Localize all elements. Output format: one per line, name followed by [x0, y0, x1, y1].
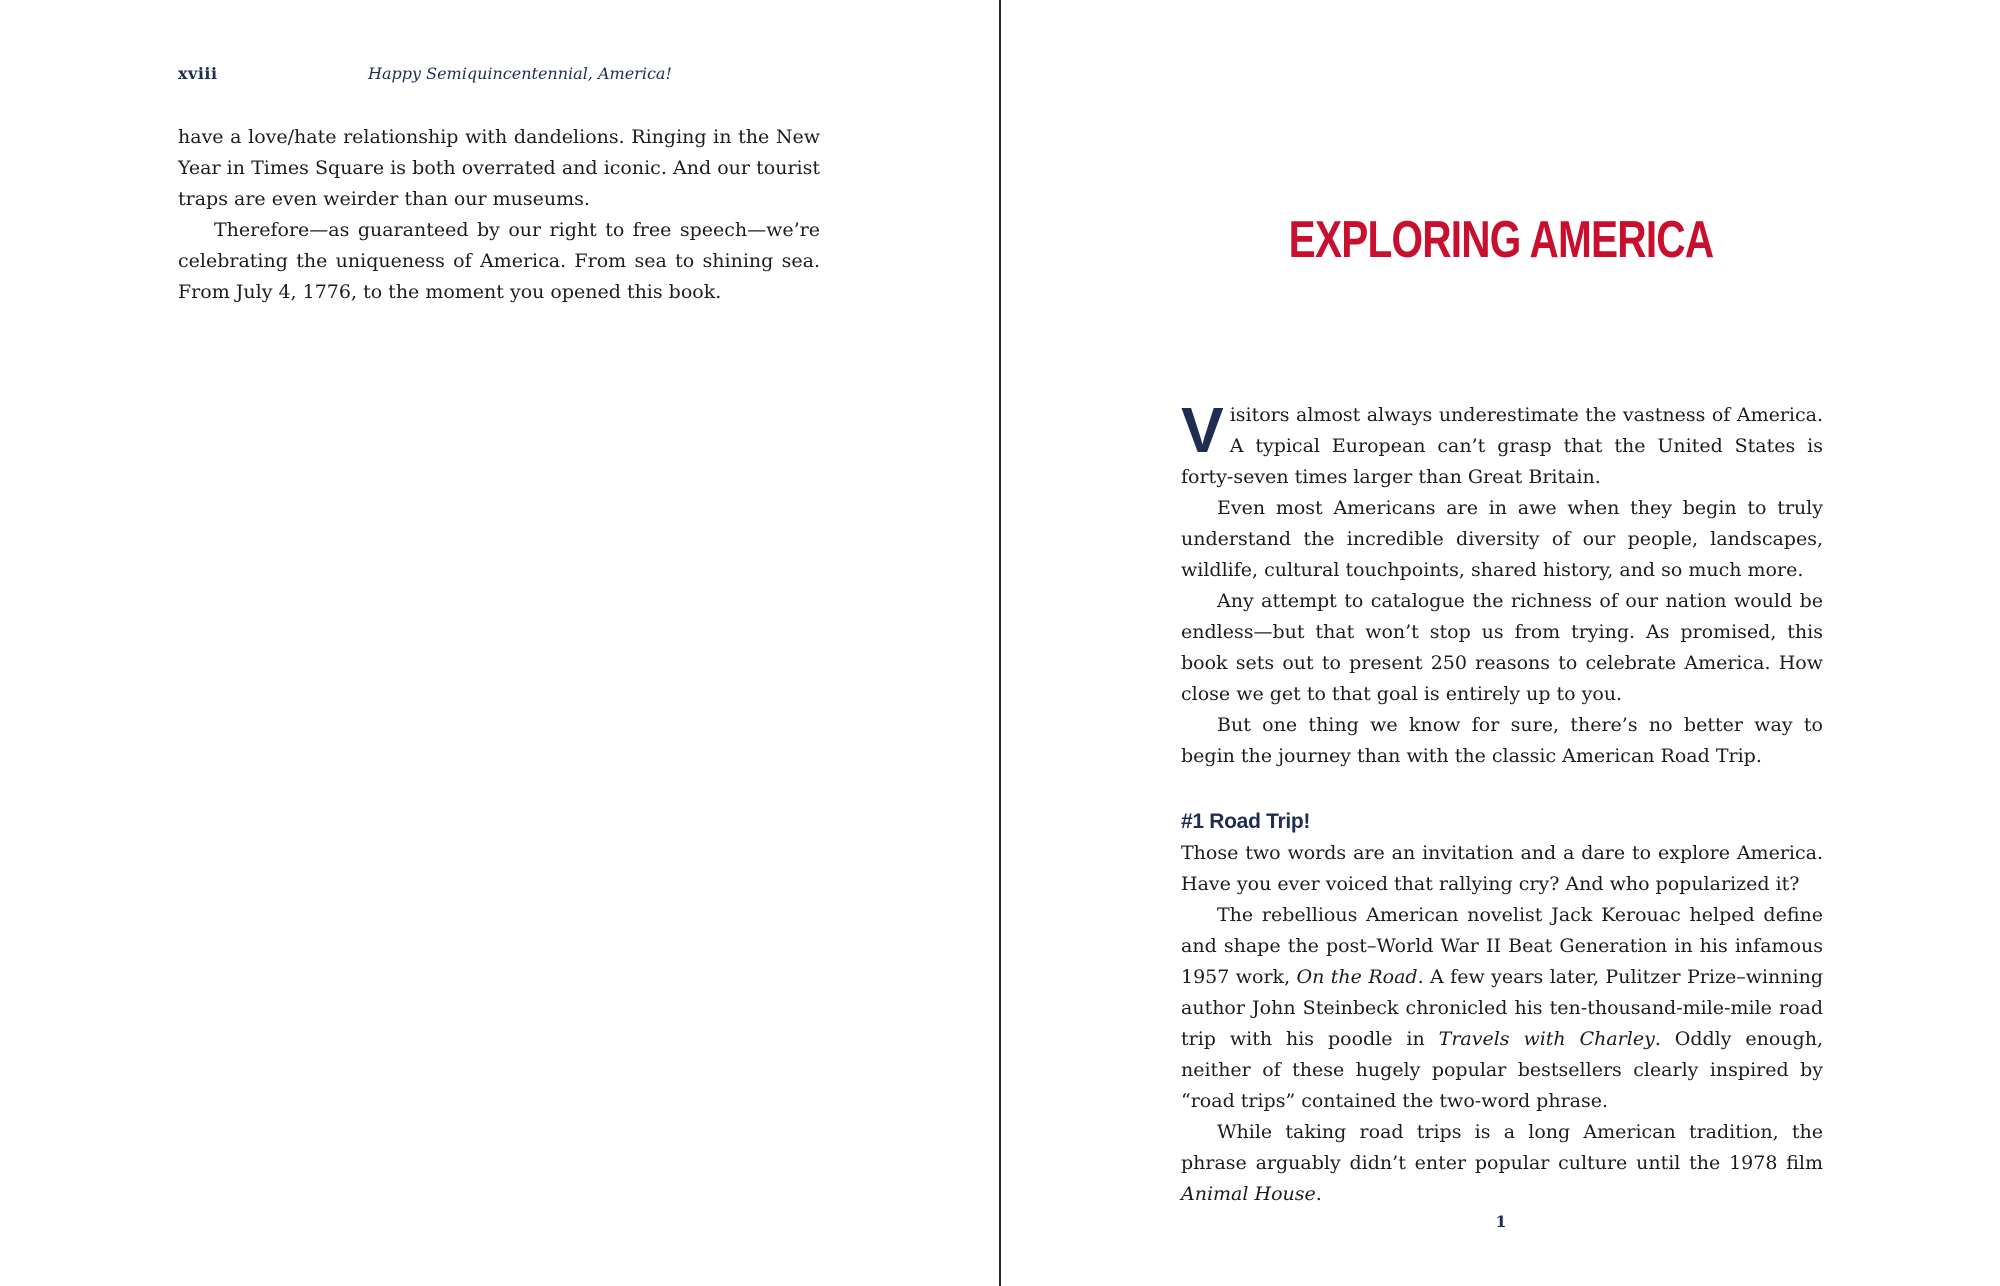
intro-paragraph	[1181, 394, 1823, 493]
text-run: . Oddly enough, neither of these hugely popular bestsellers clearly inspired by “road trips” contained the two-word phrase.	[1181, 1028, 1823, 1112]
intro-first-text: isitors almost always underestimate the vastness of America. A typical European can’t grasp that the United States is forty-seven times larger than Great Britain.	[1181, 404, 1823, 488]
drop-cap: V	[1181, 394, 1224, 466]
body-paragraph: Even most Americans are in awe when they begin to truly understand the incredible diversity of our people, landscapes, wildlife, cultural touchpoints, shared history, and so much more.	[1181, 497, 1823, 581]
page-gutter	[999, 0, 1001, 1286]
page-number: 1	[1495, 1212, 1507, 1231]
text-run: . A few years later, Pulitzer Prize–winning author John Steinbeck chronicled his ten-thousand-mile-mile road trip with his poodle in	[1181, 966, 1823, 1050]
text-run: .	[1315, 1183, 1322, 1205]
film-title-italic: Animal House	[1181, 1183, 1316, 1205]
body-paragraph: Those two words are an invitation and a dare to explore America. Have you ever voiced that rallying cry? And who popularized it?	[1181, 842, 1823, 895]
body-paragraph	[1181, 900, 1823, 1117]
text-run: While taking road trips is a long American tradition, the phrase arguably didn’t enter popular culture until the 1978 film	[1181, 1121, 1823, 1174]
running-title: Happy Semiquincentennial, America!	[368, 64, 672, 83]
chapter-title: EXPLORING AMERICA	[1288, 211, 1714, 269]
body-paragraph: have a love/hate relationship with dandelions. Ringing in the New Year in Times Square is both overrated and iconic. And our tourist traps are even weirder than our museums.	[178, 126, 820, 210]
left-body-text	[178, 122, 820, 308]
body-paragraph: Therefore—as guaranteed by our right to free speech—we’re celebrating the uniqueness of America. From sea to shining sea. From July 4, 1776, to the moment you opened this book.	[178, 219, 820, 303]
body-paragraph: But one thing we know for sure, there’s no better way to begin the journey than with the classic American Road Trip.	[1181, 714, 1823, 767]
right-page	[1002, 0, 2000, 1286]
body-paragraph	[1181, 1117, 1823, 1210]
page-number: xviii	[178, 64, 218, 83]
right-body-text	[1181, 394, 1823, 1210]
book-title-italic: Travels with Charley	[1438, 1028, 1655, 1050]
section-heading: #1 Road Trip!	[1181, 810, 1311, 833]
body-paragraph: Any attempt to catalogue the richness of our nation would be endless—but that won’t stop us from trying. As promised, this book sets out to present 250 reasons to celebrate America. How close we get to that goal is entirely up to you.	[1181, 590, 1823, 705]
running-head	[178, 64, 672, 83]
text-run: The rebellious American novelist Jack Kerouac helped define and shape the post–World War II Beat Generation in his infamous 1957 work,	[1181, 904, 1823, 988]
book-title-italic: On the Road	[1296, 966, 1418, 988]
